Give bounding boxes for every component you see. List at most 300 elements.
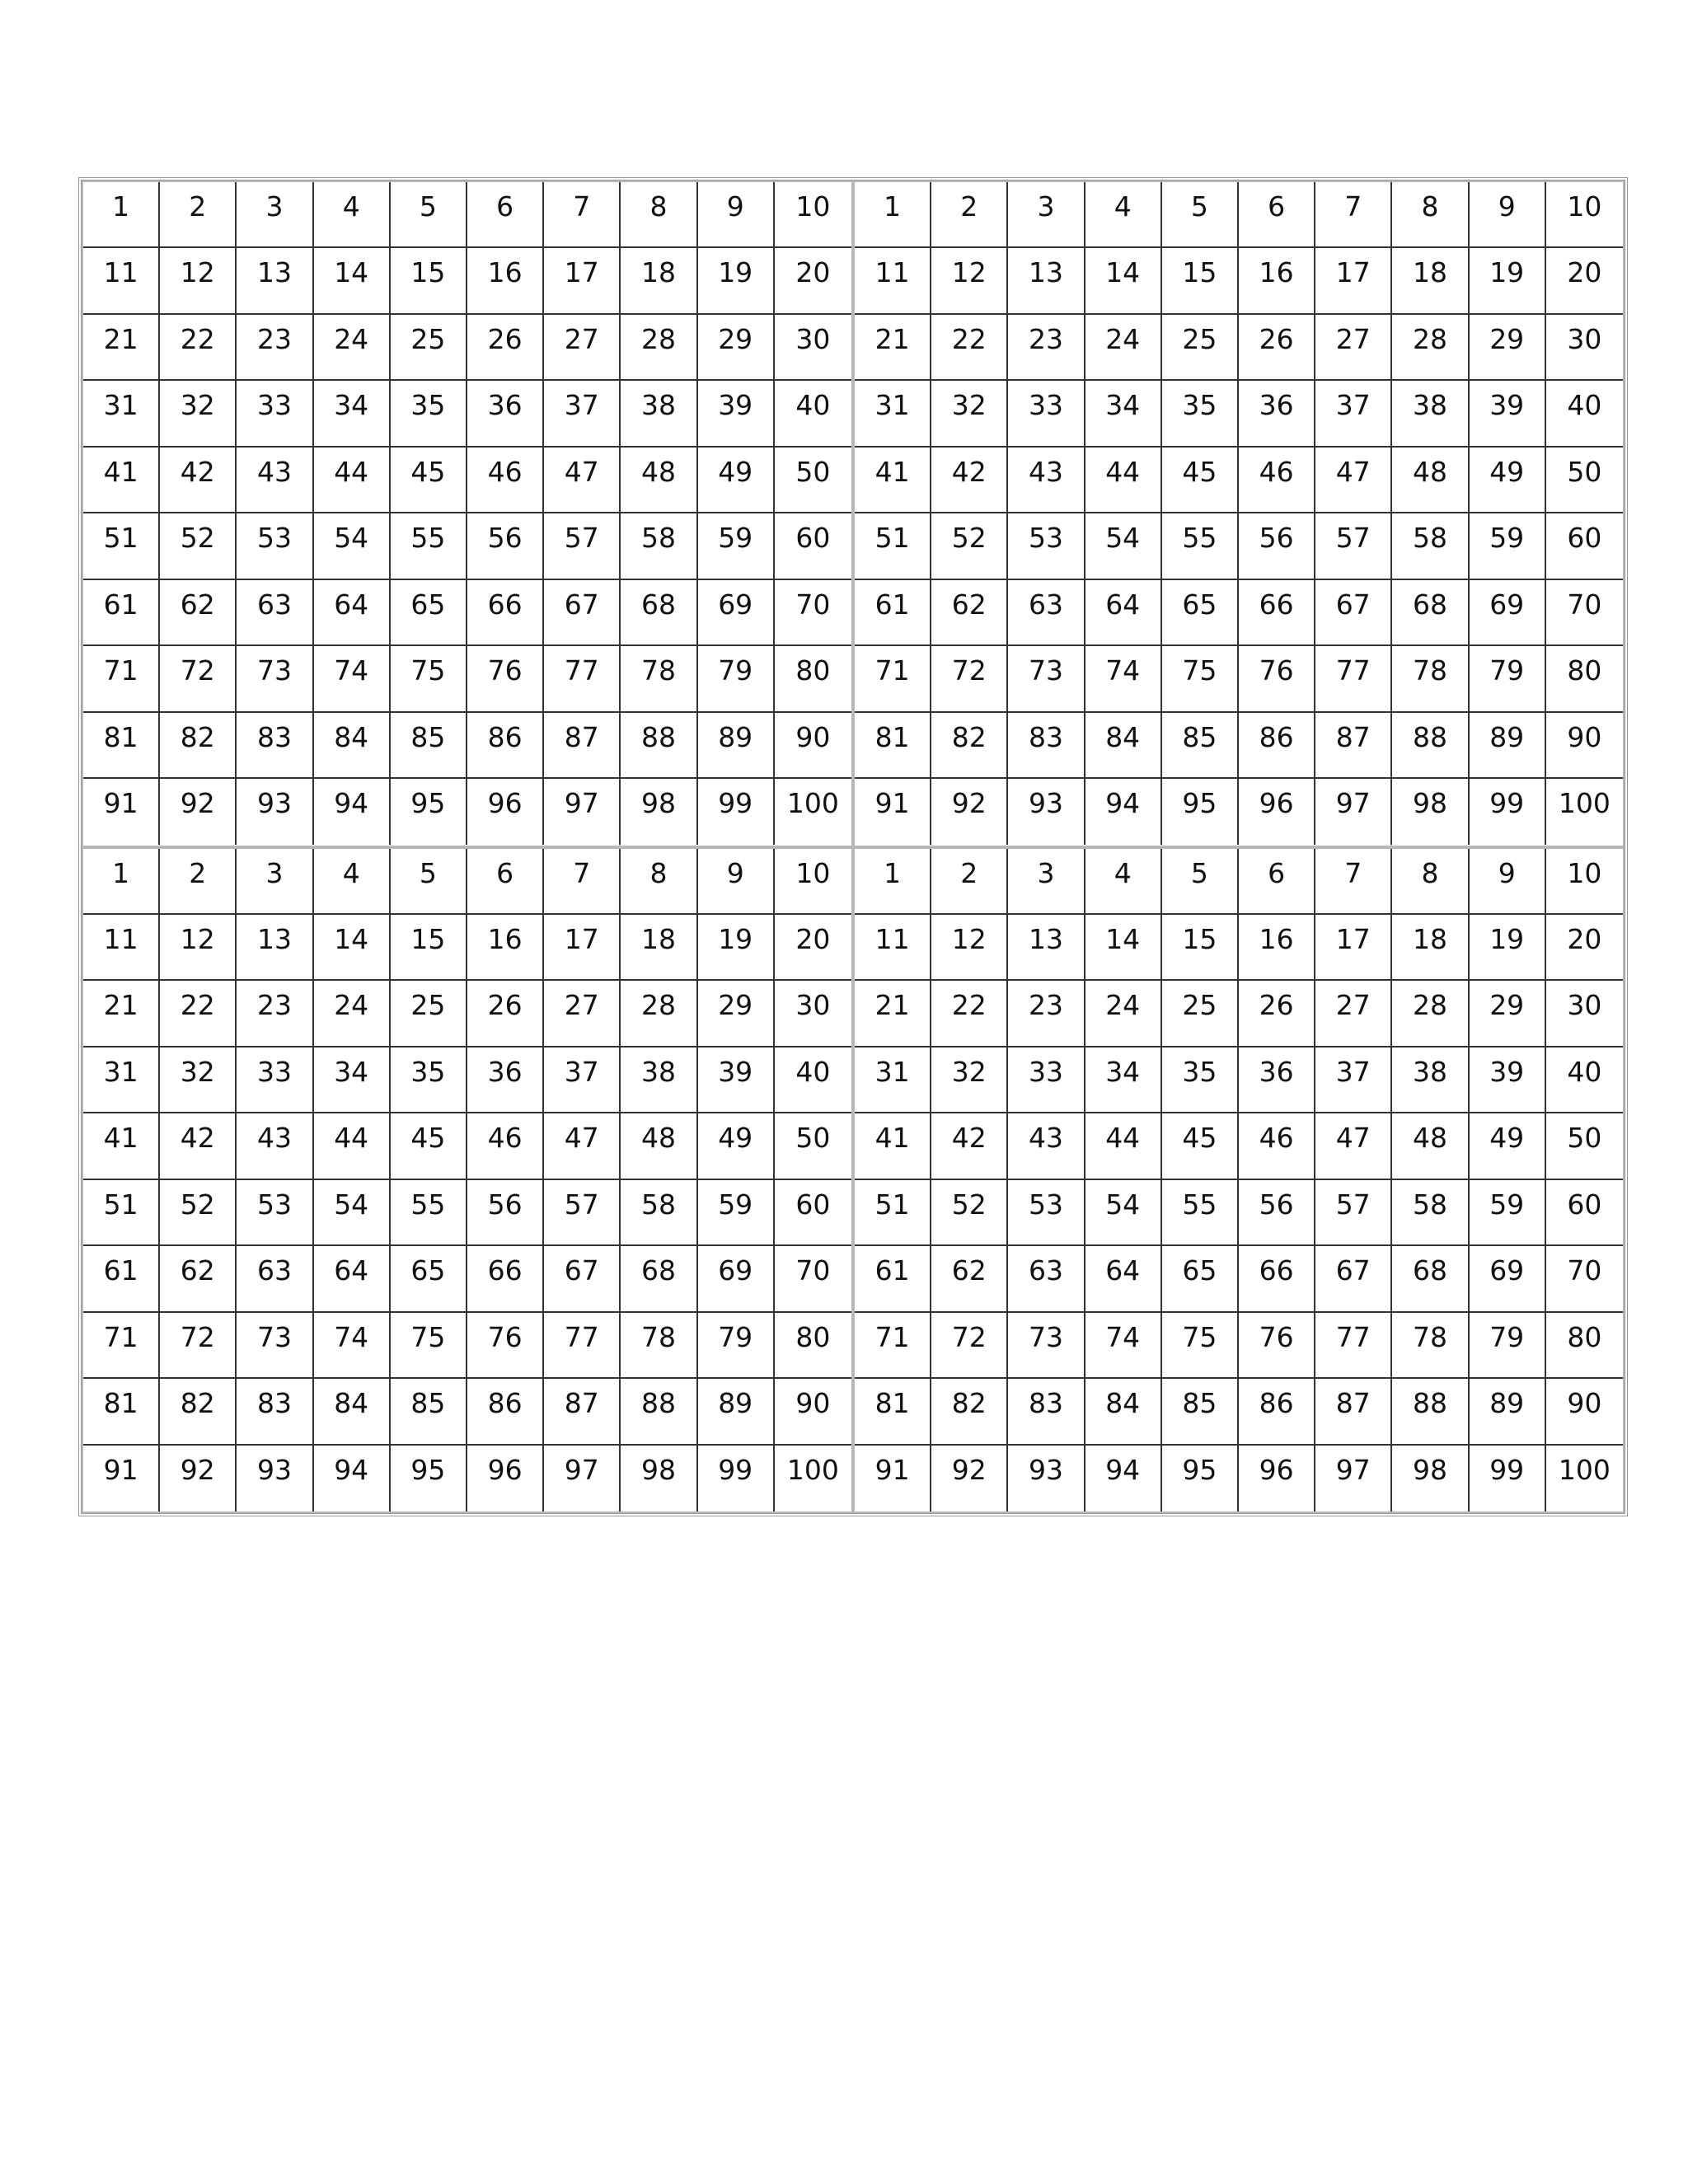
number-cell: 61 xyxy=(83,1246,160,1312)
number-cell: 74 xyxy=(314,1313,391,1379)
number-cell: 88 xyxy=(621,713,697,779)
number-cell: 83 xyxy=(237,713,313,779)
number-cell: 1 xyxy=(855,849,931,915)
number-cell: 80 xyxy=(775,646,851,712)
number-cell: 89 xyxy=(1470,713,1546,779)
number-cell: 95 xyxy=(1162,1446,1239,1511)
number-cell: 20 xyxy=(775,915,851,981)
number-cell: 51 xyxy=(855,513,931,579)
number-cell: 99 xyxy=(698,779,775,845)
number-cell: 87 xyxy=(1315,1379,1392,1445)
number-cell: 29 xyxy=(698,315,775,381)
number-cell: 34 xyxy=(314,1047,391,1113)
number-cell: 5 xyxy=(1162,182,1239,248)
number-cell: 31 xyxy=(83,1047,160,1113)
number-cell: 28 xyxy=(1392,981,1469,1047)
number-cell: 94 xyxy=(1085,1446,1162,1511)
number-cell: 80 xyxy=(775,1313,851,1379)
number-cell: 83 xyxy=(1008,1379,1085,1445)
number-cell: 85 xyxy=(391,1379,467,1445)
number-cell: 17 xyxy=(1315,248,1392,314)
number-cell: 88 xyxy=(1392,713,1469,779)
number-cell: 75 xyxy=(1162,1313,1239,1379)
number-cell: 96 xyxy=(1239,1446,1315,1511)
number-cell: 78 xyxy=(1392,646,1469,712)
number-cell: 23 xyxy=(1008,315,1085,381)
number-cell: 45 xyxy=(391,1113,467,1179)
number-cell: 79 xyxy=(698,1313,775,1379)
number-cell: 96 xyxy=(1239,779,1315,845)
number-cell: 41 xyxy=(855,1113,931,1179)
number-cell: 61 xyxy=(855,580,931,646)
number-cell: 73 xyxy=(237,1313,313,1379)
number-cell: 8 xyxy=(621,182,697,248)
number-cell: 45 xyxy=(1162,448,1239,513)
number-cell: 66 xyxy=(1239,580,1315,646)
number-cell: 36 xyxy=(467,381,544,447)
number-cell: 10 xyxy=(1546,849,1623,915)
number-cell: 93 xyxy=(1008,1446,1085,1511)
number-cell: 67 xyxy=(544,580,621,646)
number-cell: 56 xyxy=(1239,1180,1315,1246)
number-cell: 77 xyxy=(1315,646,1392,712)
number-cell: 8 xyxy=(1392,849,1469,915)
number-cell: 1 xyxy=(855,182,931,248)
number-cell: 51 xyxy=(855,1180,931,1246)
number-cell: 39 xyxy=(1470,381,1546,447)
number-cell: 96 xyxy=(467,779,544,845)
number-cell: 11 xyxy=(83,915,160,981)
number-cell: 21 xyxy=(855,315,931,381)
number-cell: 12 xyxy=(160,915,237,981)
number-cell: 42 xyxy=(160,448,237,513)
number-cell: 55 xyxy=(1162,513,1239,579)
number-cell: 66 xyxy=(467,1246,544,1312)
number-cell: 39 xyxy=(1470,1047,1546,1113)
number-cell: 54 xyxy=(314,1180,391,1246)
number-cell: 16 xyxy=(1239,915,1315,981)
number-cell: 18 xyxy=(1392,915,1469,981)
number-cell: 85 xyxy=(1162,1379,1239,1445)
number-cell: 82 xyxy=(160,713,237,779)
number-cell: 43 xyxy=(237,1113,313,1179)
number-cell: 53 xyxy=(237,1180,313,1246)
number-cell: 5 xyxy=(391,849,467,915)
number-cell: 60 xyxy=(1546,1180,1623,1246)
number-cell: 35 xyxy=(391,1047,467,1113)
number-cell: 53 xyxy=(1008,513,1085,579)
number-cell: 42 xyxy=(931,448,1008,513)
number-cell: 22 xyxy=(160,315,237,381)
number-cell: 65 xyxy=(1162,580,1239,646)
number-cell: 9 xyxy=(698,182,775,248)
number-cell: 61 xyxy=(83,580,160,646)
number-cell: 55 xyxy=(1162,1180,1239,1246)
number-cell: 3 xyxy=(1008,849,1085,915)
number-cell: 40 xyxy=(1546,381,1623,447)
number-cell: 35 xyxy=(1162,381,1239,447)
number-cell: 9 xyxy=(1470,849,1546,915)
number-cell: 91 xyxy=(83,779,160,845)
number-cell: 4 xyxy=(1085,182,1162,248)
number-cell: 71 xyxy=(855,1313,931,1379)
number-cell: 58 xyxy=(621,513,697,579)
number-cell: 46 xyxy=(467,448,544,513)
number-cell: 62 xyxy=(931,580,1008,646)
number-cell: 92 xyxy=(931,779,1008,845)
number-cell: 71 xyxy=(83,646,160,712)
number-cell: 52 xyxy=(931,513,1008,579)
number-cell: 51 xyxy=(83,513,160,579)
number-cell: 72 xyxy=(931,646,1008,712)
number-cell: 26 xyxy=(467,981,544,1047)
number-cell: 85 xyxy=(391,713,467,779)
number-cell: 77 xyxy=(1315,1313,1392,1379)
number-cell: 34 xyxy=(1085,381,1162,447)
number-cell: 84 xyxy=(1085,1379,1162,1445)
number-cell: 41 xyxy=(855,448,931,513)
number-cell: 13 xyxy=(237,915,313,981)
number-cell: 11 xyxy=(855,248,931,314)
number-cell: 77 xyxy=(544,1313,621,1379)
number-cell: 31 xyxy=(855,381,931,447)
number-cell: 81 xyxy=(83,713,160,779)
number-cell: 90 xyxy=(775,713,851,779)
number-cell: 55 xyxy=(391,1180,467,1246)
number-cell: 94 xyxy=(314,779,391,845)
number-cell: 25 xyxy=(391,315,467,381)
number-cell: 37 xyxy=(544,381,621,447)
number-cell: 98 xyxy=(621,1446,697,1511)
number-cell: 17 xyxy=(544,248,621,314)
number-cell: 49 xyxy=(1470,448,1546,513)
number-cell: 47 xyxy=(1315,1113,1392,1179)
number-cell: 58 xyxy=(621,1180,697,1246)
number-cell: 75 xyxy=(391,1313,467,1379)
number-cell: 70 xyxy=(775,580,851,646)
number-cell: 33 xyxy=(1008,1047,1085,1113)
number-cell: 29 xyxy=(1470,315,1546,381)
number-cell: 43 xyxy=(1008,1113,1085,1179)
number-cell: 23 xyxy=(1008,981,1085,1047)
number-cell: 73 xyxy=(237,646,313,712)
number-cell: 30 xyxy=(1546,981,1623,1047)
number-cell: 70 xyxy=(1546,1246,1623,1312)
number-cell: 5 xyxy=(1162,849,1239,915)
number-cell: 59 xyxy=(698,513,775,579)
number-cell: 59 xyxy=(1470,1180,1546,1246)
number-cell: 37 xyxy=(544,1047,621,1113)
number-cell: 65 xyxy=(391,1246,467,1312)
number-cell: 93 xyxy=(1008,779,1085,845)
number-cell: 94 xyxy=(1085,779,1162,845)
number-cell: 12 xyxy=(931,248,1008,314)
number-cell: 36 xyxy=(1239,381,1315,447)
number-cell: 50 xyxy=(775,448,851,513)
number-cell: 47 xyxy=(1315,448,1392,513)
number-cell: 40 xyxy=(1546,1047,1623,1113)
number-cell: 18 xyxy=(1392,248,1469,314)
number-cell: 22 xyxy=(160,981,237,1047)
number-cell: 42 xyxy=(931,1113,1008,1179)
number-cell: 69 xyxy=(1470,1246,1546,1312)
number-cell: 62 xyxy=(160,1246,237,1312)
number-cell: 76 xyxy=(1239,646,1315,712)
number-cell: 3 xyxy=(237,849,313,915)
number-cell: 70 xyxy=(1546,580,1623,646)
number-cell: 72 xyxy=(160,1313,237,1379)
number-cell: 15 xyxy=(391,248,467,314)
number-cell: 40 xyxy=(775,381,851,447)
number-cell: 68 xyxy=(621,580,697,646)
number-cell: 86 xyxy=(467,1379,544,1445)
number-cell: 24 xyxy=(314,981,391,1047)
number-cell: 13 xyxy=(1008,248,1085,314)
number-cell: 28 xyxy=(621,315,697,381)
number-cell: 64 xyxy=(1085,1246,1162,1312)
number-cell: 38 xyxy=(1392,381,1469,447)
number-cell: 80 xyxy=(1546,1313,1623,1379)
number-cell: 5 xyxy=(391,182,467,248)
number-cell: 90 xyxy=(775,1379,851,1445)
number-cell: 32 xyxy=(160,1047,237,1113)
number-cell: 58 xyxy=(1392,513,1469,579)
number-cell: 83 xyxy=(1008,713,1085,779)
number-cell: 59 xyxy=(1470,513,1546,579)
number-cell: 50 xyxy=(1546,448,1623,513)
number-cell: 25 xyxy=(391,981,467,1047)
number-cell: 97 xyxy=(544,1446,621,1511)
number-cell: 14 xyxy=(314,915,391,981)
number-cell: 31 xyxy=(855,1047,931,1113)
number-cell: 11 xyxy=(855,915,931,981)
number-cell: 22 xyxy=(931,315,1008,381)
number-cell: 75 xyxy=(391,646,467,712)
number-cell: 77 xyxy=(544,646,621,712)
number-cell: 9 xyxy=(698,849,775,915)
number-cell: 24 xyxy=(1085,315,1162,381)
number-cell: 88 xyxy=(1392,1379,1469,1445)
number-cell: 44 xyxy=(314,1113,391,1179)
number-cell: 23 xyxy=(237,315,313,381)
number-cell: 49 xyxy=(698,1113,775,1179)
number-cell: 66 xyxy=(467,580,544,646)
number-cell: 71 xyxy=(83,1313,160,1379)
number-cell: 53 xyxy=(1008,1180,1085,1246)
number-cell: 48 xyxy=(1392,1113,1469,1179)
number-cell: 99 xyxy=(1470,779,1546,845)
number-cell: 4 xyxy=(314,849,391,915)
number-cell: 4 xyxy=(314,182,391,248)
number-cell: 86 xyxy=(1239,1379,1315,1445)
number-cell: 33 xyxy=(237,1047,313,1113)
number-cell: 57 xyxy=(544,513,621,579)
number-cell: 89 xyxy=(698,713,775,779)
number-cell: 14 xyxy=(314,248,391,314)
number-cell: 85 xyxy=(1162,713,1239,779)
number-cell: 12 xyxy=(160,248,237,314)
number-cell: 22 xyxy=(931,981,1008,1047)
number-cell: 28 xyxy=(1392,315,1469,381)
number-cell: 45 xyxy=(391,448,467,513)
number-cell: 53 xyxy=(237,513,313,579)
number-cell: 18 xyxy=(621,248,697,314)
number-cell: 87 xyxy=(544,1379,621,1445)
number-cell: 95 xyxy=(391,1446,467,1511)
number-cell: 45 xyxy=(1162,1113,1239,1179)
number-cell: 76 xyxy=(467,1313,544,1379)
number-cell: 64 xyxy=(1085,580,1162,646)
number-cell: 60 xyxy=(1546,513,1623,579)
number-cell: 44 xyxy=(1085,448,1162,513)
number-cell: 57 xyxy=(1315,1180,1392,1246)
number-cell: 49 xyxy=(1470,1113,1546,1179)
number-cell: 97 xyxy=(1315,1446,1392,1511)
number-cell: 28 xyxy=(621,981,697,1047)
number-cell: 89 xyxy=(1470,1379,1546,1445)
number-cell: 11 xyxy=(83,248,160,314)
number-cell: 7 xyxy=(1315,849,1392,915)
number-cell: 7 xyxy=(544,182,621,248)
number-cell: 78 xyxy=(1392,1313,1469,1379)
number-cell: 47 xyxy=(544,448,621,513)
number-cell: 69 xyxy=(1470,580,1546,646)
number-cell: 82 xyxy=(931,1379,1008,1445)
number-cell: 100 xyxy=(1558,1453,1611,1486)
number-cell: 81 xyxy=(855,713,931,779)
number-cell: 64 xyxy=(314,580,391,646)
number-cell: 48 xyxy=(621,448,697,513)
number-cell: 3 xyxy=(1008,182,1085,248)
number-cell: 40 xyxy=(775,1047,851,1113)
number-cell: 98 xyxy=(1392,1446,1469,1511)
number-cell: 54 xyxy=(314,513,391,579)
number-cell: 76 xyxy=(1239,1313,1315,1379)
number-cell: 15 xyxy=(1162,915,1239,981)
number-cell: 63 xyxy=(237,1246,313,1312)
number-cell: 57 xyxy=(544,1180,621,1246)
number-cell: 44 xyxy=(1085,1113,1162,1179)
number-cell: 25 xyxy=(1162,981,1239,1047)
number-cell: 91 xyxy=(855,1446,931,1511)
hundreds-chart-bottom-left xyxy=(82,847,853,1514)
number-cell: 84 xyxy=(314,1379,391,1445)
number-cell: 19 xyxy=(698,915,775,981)
number-cell: 97 xyxy=(544,779,621,845)
number-cell: 41 xyxy=(83,1113,160,1179)
number-cell: 2 xyxy=(931,849,1008,915)
number-cell: 63 xyxy=(1008,580,1085,646)
number-cell: 27 xyxy=(1315,315,1392,381)
number-cell: 72 xyxy=(160,646,237,712)
number-cell: 2 xyxy=(160,849,237,915)
number-cell: 7 xyxy=(544,849,621,915)
number-cell: 54 xyxy=(1085,513,1162,579)
number-cell: 27 xyxy=(544,981,621,1047)
number-cell: 37 xyxy=(1315,1047,1392,1113)
number-cell: 50 xyxy=(1546,1113,1623,1179)
number-cell: 49 xyxy=(698,448,775,513)
number-cell: 6 xyxy=(1239,849,1315,915)
number-cell: 6 xyxy=(1239,182,1315,248)
number-cell: 15 xyxy=(1162,248,1239,314)
number-cell: 57 xyxy=(1315,513,1392,579)
number-cell: 79 xyxy=(1470,1313,1546,1379)
number-cell: 75 xyxy=(1162,646,1239,712)
number-cell: 20 xyxy=(775,248,851,314)
number-cell: 51 xyxy=(83,1180,160,1246)
hundreds-chart-top-left xyxy=(82,180,853,847)
number-cell: 93 xyxy=(237,779,313,845)
number-cell: 73 xyxy=(1008,1313,1085,1379)
number-cell: 89 xyxy=(698,1379,775,1445)
number-cell: 24 xyxy=(314,315,391,381)
number-cell: 67 xyxy=(1315,580,1392,646)
number-cell: 98 xyxy=(1392,779,1469,845)
number-cell: 87 xyxy=(544,713,621,779)
number-cell: 4 xyxy=(1085,849,1162,915)
number-cell: 13 xyxy=(1008,915,1085,981)
number-cell: 8 xyxy=(1392,182,1469,248)
number-cell: 43 xyxy=(237,448,313,513)
number-cell: 58 xyxy=(1392,1180,1469,1246)
number-cell: 62 xyxy=(160,580,237,646)
number-cell: 48 xyxy=(621,1113,697,1179)
number-cell: 32 xyxy=(931,381,1008,447)
number-cell: 98 xyxy=(621,779,697,845)
hundreds-chart-top-right xyxy=(853,180,1625,847)
number-cell: 95 xyxy=(1162,779,1239,845)
hundreds-charts-sheet xyxy=(78,177,1628,1516)
number-cell: 10 xyxy=(775,182,851,248)
number-cell: 39 xyxy=(698,381,775,447)
number-cell: 68 xyxy=(1392,1246,1469,1312)
number-cell: 52 xyxy=(931,1180,1008,1246)
number-cell: 99 xyxy=(1470,1446,1546,1511)
number-cell: 19 xyxy=(1470,248,1546,314)
number-cell: 24 xyxy=(1085,981,1162,1047)
number-cell: 7 xyxy=(1315,182,1392,248)
number-cell: 18 xyxy=(621,915,697,981)
number-cell: 69 xyxy=(698,1246,775,1312)
number-cell: 3 xyxy=(237,182,313,248)
number-cell: 76 xyxy=(467,646,544,712)
number-cell: 30 xyxy=(775,981,851,1047)
number-cell: 82 xyxy=(931,713,1008,779)
number-cell: 19 xyxy=(698,248,775,314)
number-cell: 36 xyxy=(1239,1047,1315,1113)
number-cell: 10 xyxy=(1546,182,1623,248)
number-cell: 79 xyxy=(1470,646,1546,712)
number-cell: 14 xyxy=(1085,915,1162,981)
number-cell: 86 xyxy=(1239,713,1315,779)
number-cell: 65 xyxy=(391,580,467,646)
number-cell: 27 xyxy=(1315,981,1392,1047)
number-cell: 62 xyxy=(931,1246,1008,1312)
number-cell: 92 xyxy=(160,1446,237,1511)
number-cell: 16 xyxy=(1239,248,1315,314)
number-cell: 81 xyxy=(83,1379,160,1445)
number-cell: 67 xyxy=(544,1246,621,1312)
number-cell: 21 xyxy=(855,981,931,1047)
number-cell: 100 xyxy=(1558,787,1611,820)
number-cell: 59 xyxy=(698,1180,775,1246)
number-cell: 26 xyxy=(1239,315,1315,381)
number-cell: 82 xyxy=(160,1379,237,1445)
number-cell: 17 xyxy=(544,915,621,981)
number-cell: 68 xyxy=(621,1246,697,1312)
number-cell: 13 xyxy=(237,248,313,314)
